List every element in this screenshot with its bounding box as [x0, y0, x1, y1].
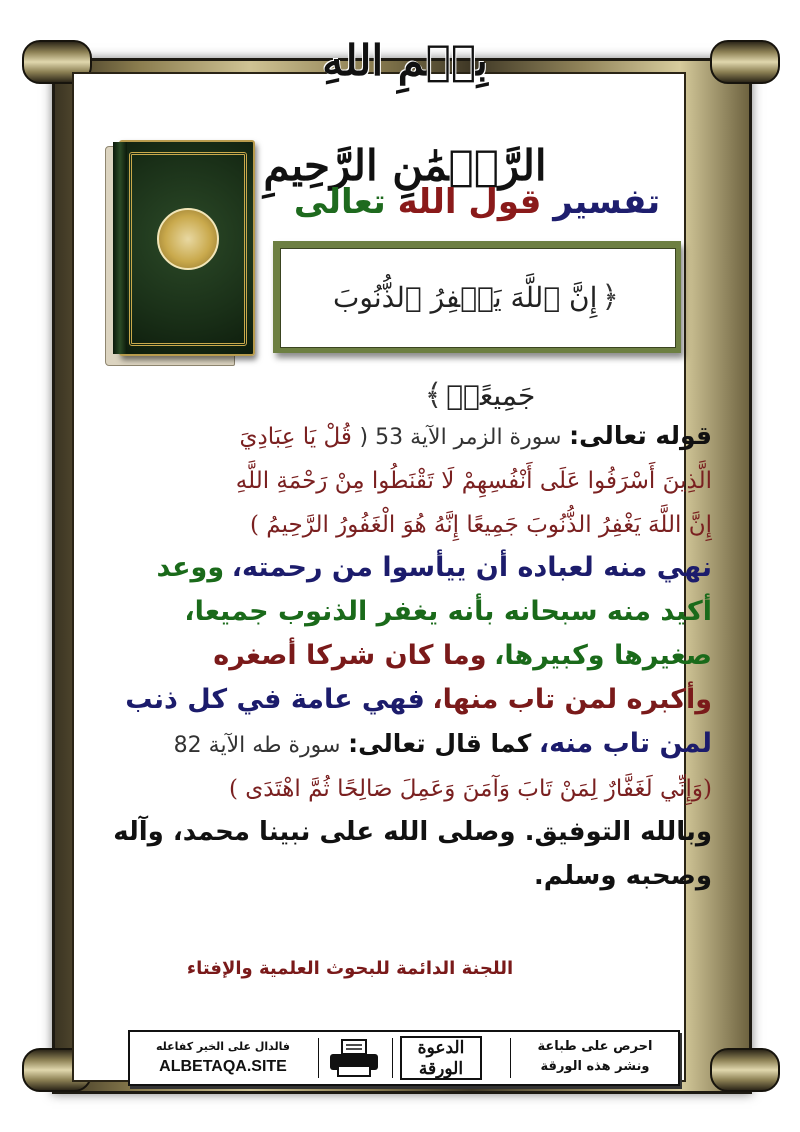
footer-print-note — [512, 1032, 678, 1084]
explanation-text: صغيرها وكبيرها، — [494, 640, 712, 671]
ayah-box — [273, 241, 681, 413]
frame-corner-bottom-right — [710, 1048, 780, 1092]
body-line — [100, 766, 712, 810]
footer-divider — [392, 1038, 393, 1078]
title-part-taala: تعالى — [293, 182, 386, 222]
surah-reference: سورة طه الآية 82 — [173, 733, 341, 758]
explanation-text: ووعد — [156, 552, 225, 583]
frame-corner-top-right — [710, 40, 780, 84]
ayah-open-bracket: ﴿ — [601, 280, 619, 315]
ayah-text-line — [281, 249, 675, 413]
footer-divider — [510, 1038, 511, 1078]
body-line — [100, 414, 712, 458]
explanation-text: نهي منه لعباده أن ييأسوا من رحمته، — [231, 552, 712, 583]
quran-book-illustration — [105, 140, 251, 365]
body-line — [100, 854, 712, 898]
footer-logo-line: الورقة — [418, 1059, 464, 1079]
footer-note-line: ونشر هذه الورقة — [540, 1059, 650, 1074]
footer-hadith: فالدال على الخير كفاعله — [155, 1040, 291, 1053]
ayah-text: إِنَّ ٱللَّهَ يَغۡفِرُ ٱلذُّنُوبَ جَمِيعًاۚ — [333, 281, 598, 412]
page-title — [282, 172, 672, 232]
body-line — [100, 722, 712, 766]
verse-intro-label: كما قال تعالى: — [348, 729, 532, 758]
body-line — [100, 546, 712, 590]
quran-quote: (وَإِنِّي لَغَفَّارٌ لِمَنْ تَابَ وَآمَنَ وَعَمِلَ صَالِحًا ثُمَّ اهْتَدَى ) — [228, 776, 712, 802]
closing-text: وبالله التوفيق. وصلى الله على نبينا محمد، وآله — [113, 817, 712, 847]
quran-quote: قُلْ يَا عِبَادِيَ — [239, 424, 352, 450]
body-line — [100, 502, 712, 546]
ayah-close-bracket: ﴾ — [424, 378, 443, 413]
quran-quote: إِنَّ اللَّهَ يَغْفِرُ الذُّنُوبَ جَمِيعًا إِنَّهُ هُوَ الْغَفُورُ الرَّحِيمُ ) — [250, 512, 712, 538]
body-line — [100, 590, 712, 634]
tafsir-body — [100, 414, 712, 898]
printer-icon — [326, 1038, 382, 1078]
footer-logo-line: الدعوة — [417, 1038, 465, 1058]
title-part-tafsir: تفسير — [553, 182, 661, 222]
explanation-text: وما كان شركا أصغره — [213, 640, 487, 671]
footer-divider — [318, 1038, 319, 1078]
explanation-text: وأكبره لمن تاب منها، — [432, 684, 712, 715]
book-spine — [113, 142, 127, 354]
verse-intro-label: قوله تعالى: — [569, 421, 712, 450]
source-attribution: اللجنة الدائمة للبحوث العلمية والإفتاء — [186, 958, 514, 979]
body-line — [100, 810, 712, 854]
body-line — [100, 634, 712, 678]
footer-banner — [128, 1030, 680, 1086]
footer-note-line: احرص على طباعة — [537, 1039, 653, 1054]
body-line — [100, 458, 712, 502]
footer-website-link[interactable]: ALBETAQA.SITE — [159, 1058, 287, 1075]
closing-text: وصحبه وسلم. — [533, 861, 712, 891]
footer-site-block — [130, 1032, 316, 1084]
explanation-text: أكيد منه سبحانه بأنه يغفر الذنوب جميعا، — [184, 596, 712, 627]
book-cover-medallion — [157, 208, 219, 270]
basmala-calligraphy: بِسۡمِ اللهِ الرَّحۡمَٰنِ الرَّحِيمِ — [263, 36, 547, 190]
footer-logo — [400, 1036, 482, 1080]
body-line — [100, 678, 712, 722]
surah-reference: سورة الزمر الآية 53 ( — [359, 425, 562, 450]
quran-quote: الَّذِينَ أَسْرَفُوا عَلَى أَنْفُسِهِمْ لَا تَقْنَطُوا مِنْ رَحْمَةِ اللَّهِ — [235, 468, 712, 494]
ayah-box-inner — [280, 248, 676, 413]
title-part-qawl: قول الله — [397, 182, 542, 222]
book-cover — [119, 140, 255, 356]
explanation-text: لمن تاب منه، — [538, 728, 712, 759]
explanation-text: فهي عامة في كل ذنب — [125, 684, 425, 715]
